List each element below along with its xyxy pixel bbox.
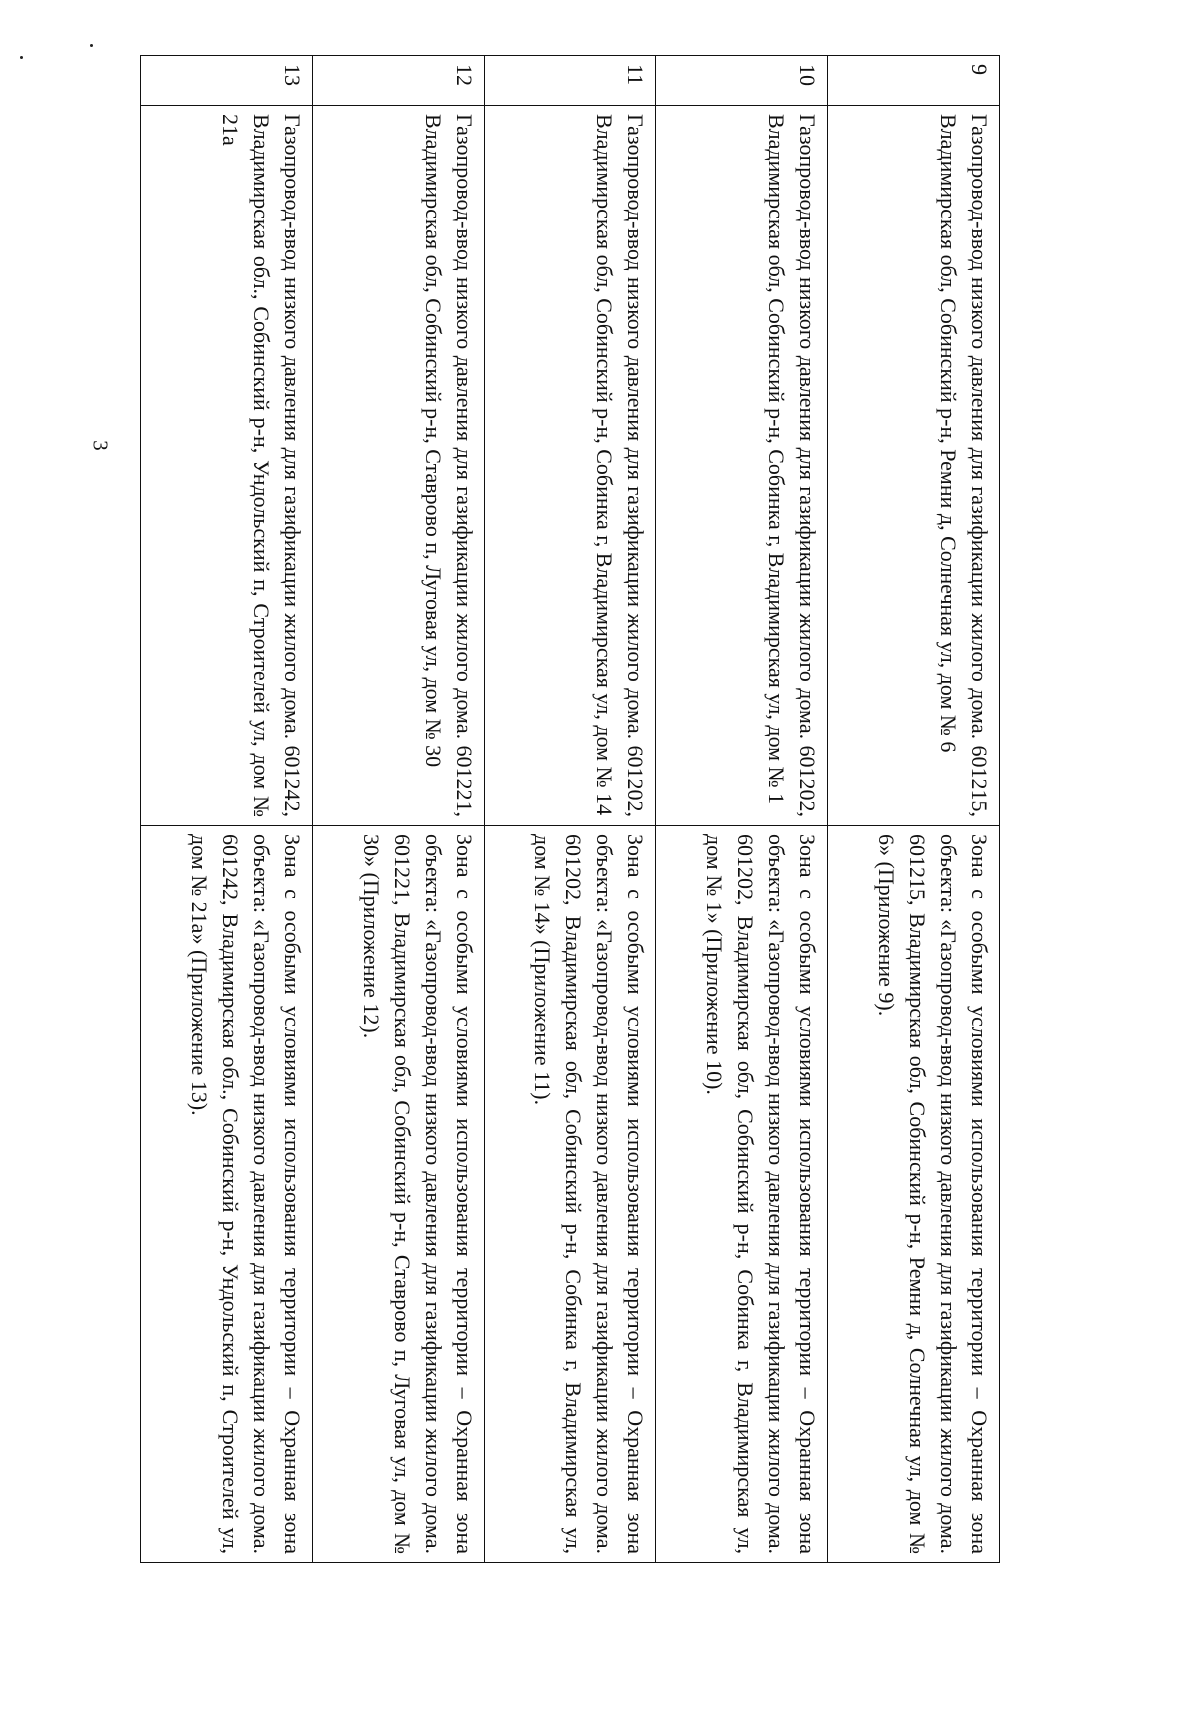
table-row — [484, 56, 656, 1563]
scan-speck — [90, 44, 93, 47]
object-description: Газопровод-ввод низкого давления для газификации жилого дома. 601242, Владимирская обл., Собинский р-н, Ундольский п, Строителей ул, дом № 21а — [141, 106, 313, 826]
row-number: 11 — [484, 56, 656, 106]
zones-table — [140, 55, 1000, 1563]
object-description: Газопровод-ввод низкого давления для газификации жилого дома. 601215, Владимирская обл, Собинский р-н, Ремни д, Солнечная ул, дом № 6 — [828, 106, 1000, 826]
zone-description: Зона с особыми условиями использования территории – Охранная зона объекта: «Газопровод-ввод низкого давления для газификации жилого дома. 601221, Владимирская обл, Собинский р-н, Ставрово п, Луговая ул, дом № 30» (Приложение 12). — [312, 826, 484, 1563]
scan-speck — [20, 56, 23, 59]
table-row — [141, 56, 313, 1563]
row-number: 13 — [141, 56, 313, 106]
row-number: 10 — [656, 56, 828, 106]
rotated-page-content — [140, 55, 1000, 1562]
rotated-table-wrapper — [140, 55, 1000, 1562]
object-description: Газопровод-ввод низкого давления для газификации жилого дома. 601221, Владимирская обл, Собинский р-н, Ставрово п, Луговая ул, дом № 30 — [312, 106, 484, 826]
row-number: 9 — [828, 56, 1000, 106]
zone-description: Зона с особыми условиями использования территории – Охранная зона объекта: «Газопровод-ввод низкого давления для газификации жилого дома. 601202, Владимирская обл, Собинский р-н, Собинка г, Владимирская ул, дом № 14» (Приложение 11). — [484, 826, 656, 1563]
zone-description: Зона с особыми условиями использования территории – Охранная зона объекта: «Газопровод-ввод низкого давления для газификации жилого дома. 601242, Владимирская обл., Собинский р-н, Ундольский п, Строителей ул, дом № 21а» (Приложение 13). — [141, 826, 313, 1563]
zone-description: Зона с особыми условиями использования территории – Охранная зона объекта: «Газопровод-ввод низкого давления для газификации жилого дома. 601215, Владимирская обл, Собинский р-н, Ремни д, Солнечная ул, дом № 6» (Приложение 9). — [828, 826, 1000, 1563]
object-description: Газопровод-ввод низкого давления для газификации жилого дома. 601202, Владимирская обл, Собинский р-н, Собинка г, Владимирская ул, дом № 14 — [484, 106, 656, 826]
zone-description: Зона с особыми условиями использования территории – Охранная зона объекта: «Газопровод-ввод низкого давления для газификации жилого дома. 601202, Владимирская обл, Собинский р-н, Собинка г, Владимирская ул, дом № 1» (Приложение 10). — [656, 826, 828, 1563]
table-row — [656, 56, 828, 1563]
table-row — [828, 56, 1000, 1563]
page-number: 3 — [88, 440, 113, 451]
table-row — [312, 56, 484, 1563]
object-description: Газопровод-ввод низкого давления для газификации жилого дома. 601202, Владимирская обл, Собинский р-н, Собинка г, Владимирская ул, дом № 1 — [656, 106, 828, 826]
row-number: 12 — [312, 56, 484, 106]
